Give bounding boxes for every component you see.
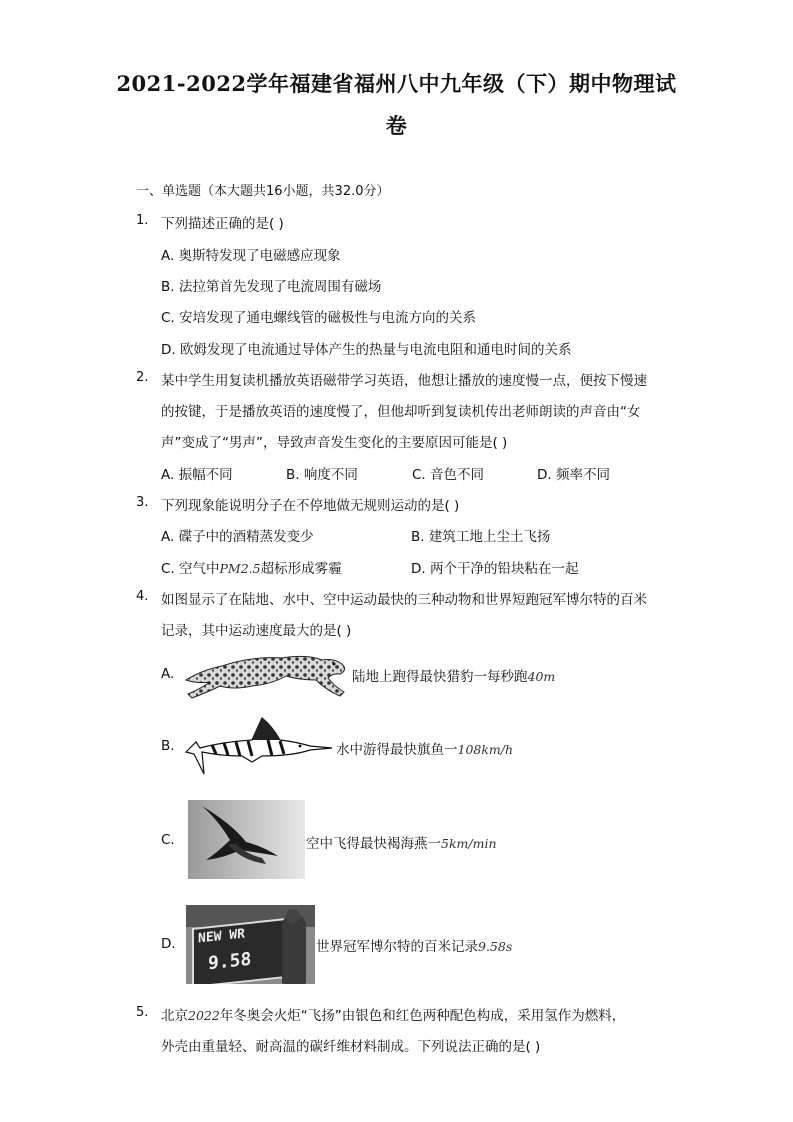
q5-stem-part2: 年冬奥会火炬“飞扬”由银色和红色两种配色构成，采用氢作为燃料，: [219, 1008, 626, 1024]
q2-stem-line2: 的按键，于是播放英语的速度慢了，但他却听到复读机传出老师朗读的声音由“女: [161, 404, 641, 420]
q4-stem-line1: 如图显示了在陆地、水中、空中运动最快的三种动物和世界短跑冠军博尔特的百米: [161, 592, 647, 608]
q2-stem-line1: 某中学生用复读机播放英语磁带学习英语，他想让播放的速度慢一点，便按下慢速: [161, 373, 647, 389]
cheetah-image: [182, 640, 352, 702]
q4-option-b-letter: B.: [161, 738, 175, 754]
q3-stem: 下列现象能说明分子在不停地做无规则运动的是( ): [161, 498, 460, 514]
section-heading: 一、单选题（本大题共16小题，共32.0分）: [136, 184, 390, 199]
q2-stem-line3: 声”变成了“男声”，导致声音发生变化的主要原因可能是( ): [161, 435, 508, 451]
sailfish-image: [182, 712, 334, 776]
scoreboard-top-text: NEW WR: [198, 926, 245, 947]
scoreboard-time-text: 9.58: [208, 948, 252, 975]
q2-number: 2.: [136, 370, 149, 385]
q3-option-c-math: PM2.5: [219, 561, 261, 576]
q3-option-b: B. 建筑工地上尘土飞扬: [411, 529, 551, 545]
q1-option-a: A. 奥斯特发现了电磁感应现象: [161, 248, 341, 264]
q4-option-c-letter: C.: [161, 832, 175, 848]
q2-option-c: C. 音色不同: [412, 467, 485, 483]
q2-option-b: B. 响度不同: [286, 467, 358, 483]
q3-option-a: A. 碟子中的酒精蒸发变少: [161, 529, 314, 545]
q4-option-d-caption: 世界冠军博尔特的百米记录: [316, 939, 478, 955]
q3-option-c: [161, 557, 342, 577]
q2-option-a: A. 振幅不同: [161, 467, 233, 483]
q4-option-a-text: [352, 665, 555, 685]
q4-option-a-letter: A.: [161, 666, 175, 682]
q3-number: 3.: [136, 495, 149, 510]
q4-option-d-value: 9.58s: [478, 939, 513, 954]
q3-option-c-suffix: 超标形成雾霾: [260, 561, 342, 577]
q5-stem-line2: 外壳由重量轻、耐高温的碳纤维材料制成。下列说法正确的是( ): [161, 1039, 541, 1055]
q4-number: 4.: [136, 589, 149, 604]
exam-title-line2: 卷: [385, 113, 408, 138]
q5-stem-part1: 北京: [161, 1008, 188, 1024]
q4-option-a-value: 40m: [527, 669, 556, 684]
q5-stem-year: 2022: [188, 1008, 220, 1023]
q4-option-c-value: 5km/min: [441, 836, 497, 851]
q4-option-d-letter: D.: [161, 936, 176, 952]
q2-option-d: D. 频率不同: [537, 467, 610, 483]
q4-option-c-text: [306, 832, 497, 852]
q5-number: 5.: [136, 1005, 149, 1020]
q4-option-b-caption: 水中游得最快旗鱼一: [336, 742, 458, 758]
q4-option-b-value: 108km/h: [457, 742, 514, 757]
q3-option-d: D. 两个干净的铅块粘在一起: [411, 561, 579, 577]
q4-option-b-text: [336, 738, 513, 758]
q4-stem-line2: 记录，其中运动速度最大的是( ): [161, 623, 352, 639]
q5-stem-line1: [161, 1004, 625, 1024]
petrel-image: [188, 800, 305, 879]
q4-option-c-caption: 空中飞得最快褐海燕一: [306, 836, 441, 852]
q4-option-a-caption: 陆地上跑得最快猎豹一每秒跑: [352, 669, 528, 685]
q1-option-b: B. 法拉第首先发现了电流周围有磁场: [161, 279, 382, 295]
scoreboard-image: [186, 905, 315, 984]
q1-number: 1.: [136, 213, 149, 228]
exam-title-line1: 2021-2022学年福建省福州八中九年级（下）期中物理试: [116, 71, 677, 96]
q4-option-d-text: [316, 935, 512, 955]
q1-option-c: C. 安培发现了通电螺线管的磁极性与电流方向的关系: [161, 310, 477, 326]
q3-option-c-prefix: C. 空气中: [161, 561, 220, 577]
q1-option-d: D. 欧姆发现了电流通过导体产生的热量与电流电阻和通电时间的关系: [161, 342, 572, 358]
q1-stem: 下列描述正确的是( ): [161, 216, 284, 232]
